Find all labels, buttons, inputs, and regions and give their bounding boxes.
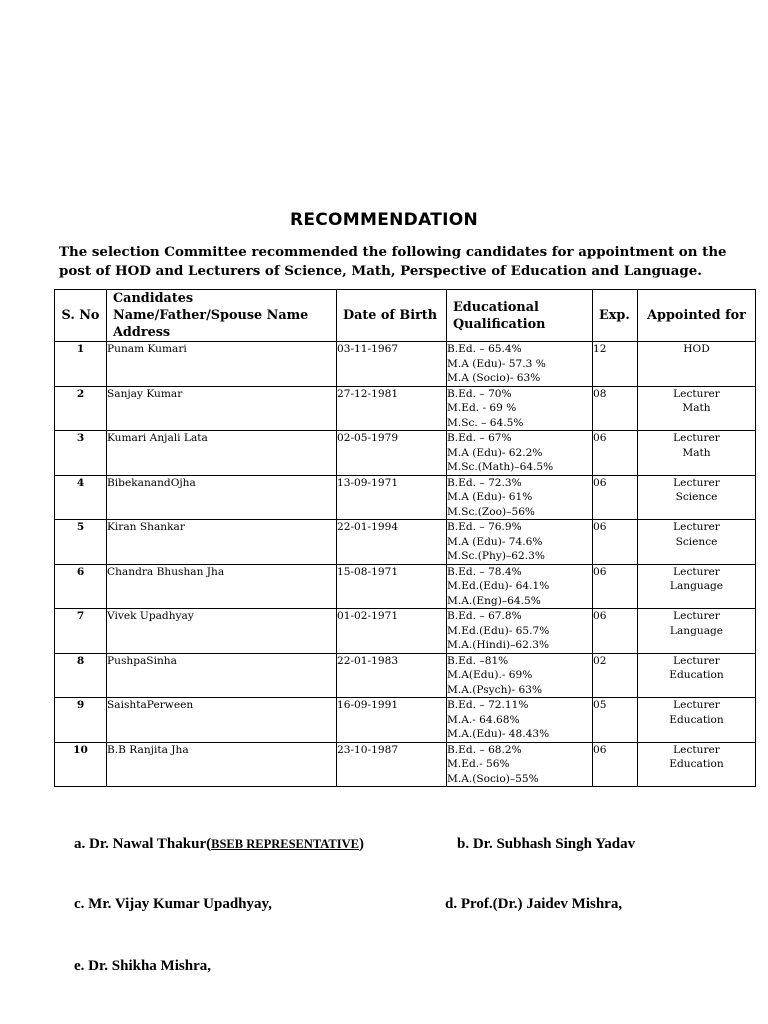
appointed-subject: Education	[669, 669, 724, 681]
cell-sno: 2	[55, 386, 107, 431]
cell-qualification	[447, 475, 593, 520]
qual-line: M.Sc.(Zoo)–56%	[447, 505, 535, 518]
appointed-post: Lecturer	[673, 743, 720, 756]
qual-line: M.A.(Hindi)–62.3%	[447, 639, 550, 651]
qual-line: M.A (Socio)- 63%	[447, 372, 541, 384]
recommendation-table	[54, 289, 756, 787]
header-sno: S. No	[55, 290, 107, 342]
cell-name: PushpaSinha	[107, 653, 337, 698]
header-name-line3: Address	[113, 325, 171, 340]
appointed-subject: Education	[669, 713, 724, 726]
qual-line: M.Ed.- 56%	[447, 758, 510, 770]
header-name-line2: Name/Father/Spouse Name	[113, 308, 309, 323]
appointed-post: Lecturer	[673, 521, 720, 533]
appointed-post: Lecturer	[673, 432, 720, 444]
qual-line: B.Ed. – 67%	[447, 432, 512, 444]
table-row	[55, 653, 756, 698]
cell-qualification	[447, 653, 593, 698]
cell-qualification	[447, 520, 593, 565]
cell-name: B.B Ranjita Jha	[107, 742, 337, 787]
cell-name: Chandra Bhushan Jha	[107, 564, 337, 609]
qual-line: B.Ed. – 76.9%	[447, 521, 522, 533]
appointed-post: Lecturer	[673, 387, 720, 400]
cell-exp: 06	[593, 609, 638, 654]
table-row	[55, 431, 756, 476]
qual-line: M.Sc. – 64.5%	[447, 416, 524, 429]
cell-dob: 22-01-1994	[337, 520, 447, 565]
cell-appointed-for	[638, 386, 756, 431]
cell-appointed-for	[638, 742, 756, 787]
cell-sno: 1	[55, 342, 107, 387]
qual-line: M.A (Edu)- 74.6%	[447, 535, 543, 548]
cell-appointed-for	[638, 564, 756, 609]
cell-dob: 13-09-1971	[337, 475, 447, 520]
cell-dob: 15-08-1971	[337, 564, 447, 609]
cell-qualification	[447, 342, 593, 387]
cell-appointed-for	[638, 698, 756, 743]
qual-line: B.Ed. –81%	[447, 654, 509, 667]
cell-dob: 03-11-1967	[337, 342, 447, 387]
cell-exp: 06	[593, 564, 638, 609]
cell-sno: 7	[55, 609, 107, 654]
table-row	[55, 475, 756, 520]
header-dob: Date of Birth	[337, 290, 447, 342]
cell-sno: 5	[55, 520, 107, 565]
cell-sno: 9	[55, 698, 107, 743]
qual-line: M.A (Edu)- 61%	[447, 491, 533, 503]
signatory-a-name: a. Dr. Nawal Thakur(	[74, 836, 212, 852]
cell-dob: 27-12-1981	[337, 386, 447, 431]
cell-name: Sanjay Kumar	[107, 386, 337, 431]
cell-qualification	[447, 564, 593, 609]
qual-line: M.Sc.(Math)–64.5%	[447, 461, 554, 473]
header-qual-line1: Educational	[453, 299, 539, 315]
qual-line: B.Ed. – 68.2%	[447, 743, 522, 756]
cell-appointed-for	[638, 431, 756, 476]
appointed-subject: Math	[682, 402, 711, 414]
cell-dob: 23-10-1987	[337, 742, 447, 787]
cell-qualification	[447, 742, 593, 787]
cell-sno: 4	[55, 475, 107, 520]
signatory-d: d. Prof.(Dr.) Jaidev Mishra,	[445, 896, 623, 912]
header-appointed-for: Appointed for	[638, 290, 756, 342]
cell-dob: 01-02-1971	[337, 609, 447, 654]
appointed-subject: Language	[669, 624, 724, 637]
cell-exp: 06	[593, 475, 638, 520]
qual-line: M.A.(Edu)- 48.43%	[447, 728, 550, 740]
cell-exp: 06	[593, 431, 638, 476]
header-qual-line2: Qualification	[453, 316, 546, 332]
table-row	[55, 609, 756, 654]
cell-exp: 12	[593, 342, 638, 387]
cell-sno: 3	[55, 431, 107, 476]
cell-exp: 02	[593, 653, 638, 698]
qual-line: B.Ed. – 72.11%	[447, 699, 529, 711]
cell-appointed-for	[638, 520, 756, 565]
cell-dob: 02-05-1979	[337, 431, 447, 476]
qual-line: B.Ed. – 72.3%	[447, 476, 522, 489]
qual-line: M.Sc.(Phy)–62.3%	[447, 550, 545, 562]
signatory-c: c. Mr. Vijay Kumar Upadhyay,	[74, 896, 272, 912]
appointed-post: Lecturer	[673, 476, 720, 489]
appointed-post: Lecturer	[673, 565, 720, 578]
cell-qualification	[447, 609, 593, 654]
table-row	[55, 520, 756, 565]
qual-line: M.A.(Socio)–55%	[447, 772, 539, 785]
cell-exp: 08	[593, 386, 638, 431]
cell-appointed-for	[638, 653, 756, 698]
cell-qualification	[447, 386, 593, 431]
cell-exp: 05	[593, 698, 638, 743]
qual-line: M.A (Edu)- 57.3 %	[447, 357, 546, 370]
cell-appointed-for	[638, 609, 756, 654]
table-row	[55, 342, 756, 387]
appointed-subject: Education	[669, 758, 724, 770]
cell-sno: 8	[55, 653, 107, 698]
cell-sno: 10	[55, 742, 107, 787]
document-title: RECOMMENDATION	[289, 210, 479, 230]
bseb-representative-label: BSEB REPRESENTATIVE	[211, 837, 359, 851]
cell-appointed-for	[638, 342, 756, 387]
cell-dob: 22-01-1983	[337, 653, 447, 698]
qual-line: M.Ed.(Edu)- 64.1%	[447, 580, 550, 592]
cell-sno: 6	[55, 564, 107, 609]
qual-line: M.A (Edu)- 62.2%	[447, 446, 543, 459]
table-row	[55, 698, 756, 743]
appointed-subject: Language	[669, 580, 724, 592]
appointed-post: Lecturer	[673, 699, 720, 711]
cell-name: BibekanandOjha	[107, 475, 337, 520]
signatory-a	[74, 836, 364, 853]
qual-line: M.Ed.(Edu)- 65.7%	[447, 624, 550, 637]
appointed-subject: Math	[682, 446, 711, 459]
header-exp: Exp.	[593, 290, 638, 342]
header-name-line1: Candidates	[113, 291, 194, 306]
table-row	[55, 386, 756, 431]
cell-qualification	[447, 698, 593, 743]
cell-exp: 06	[593, 520, 638, 565]
signatory-e: e. Dr. Shikha Mishra,	[74, 958, 211, 974]
cell-name: Punam Kumari	[107, 342, 337, 387]
cell-qualification	[447, 431, 593, 476]
signatory-b: b. Dr. Subhash Singh Yadav	[457, 836, 636, 852]
table-row	[55, 742, 756, 787]
cell-appointed-for	[638, 475, 756, 520]
cell-name: Kumari Anjali Lata	[107, 431, 337, 476]
header-qualification	[447, 290, 593, 342]
qual-line: M.A(Edu).- 69%	[447, 669, 533, 681]
appointed-post: HOD	[683, 343, 710, 355]
cell-exp: 06	[593, 742, 638, 787]
signatory-a-close: )	[358, 836, 364, 852]
qual-line: M.Ed. - 69 %	[447, 402, 517, 414]
qual-line: M.A.- 64.68%	[447, 713, 520, 726]
cell-dob: 16-09-1991	[337, 698, 447, 743]
qual-line: M.A.(Eng)–64.5%	[447, 594, 541, 607]
appointed-post: Lecturer	[673, 610, 720, 622]
table-row	[55, 564, 756, 609]
appointed-post: Lecturer	[673, 654, 720, 667]
qual-line: B.Ed. – 78.4%	[447, 565, 522, 578]
appointed-subject: Science	[675, 535, 718, 548]
appointed-subject: Science	[675, 491, 718, 503]
cell-name: Vivek Upadhyay	[107, 609, 337, 654]
cell-name: Kiran Shankar	[107, 520, 337, 565]
qual-line: B.Ed. – 70%	[447, 387, 512, 400]
qual-line: B.Ed. – 65.4%	[447, 343, 522, 355]
header-candidate-name	[107, 290, 337, 342]
cell-name: SaishtaPerween	[107, 698, 337, 743]
table-header-row	[55, 290, 756, 342]
intro-paragraph: The selection Committee recommended the following candidates for appointment on the post of HOD and Lecturers of Science, Math, Perspective of Education and Language.	[59, 244, 727, 279]
qual-line: M.A.(Psych)- 63%	[447, 683, 543, 696]
qual-line: B.Ed. – 67.8%	[447, 610, 522, 622]
